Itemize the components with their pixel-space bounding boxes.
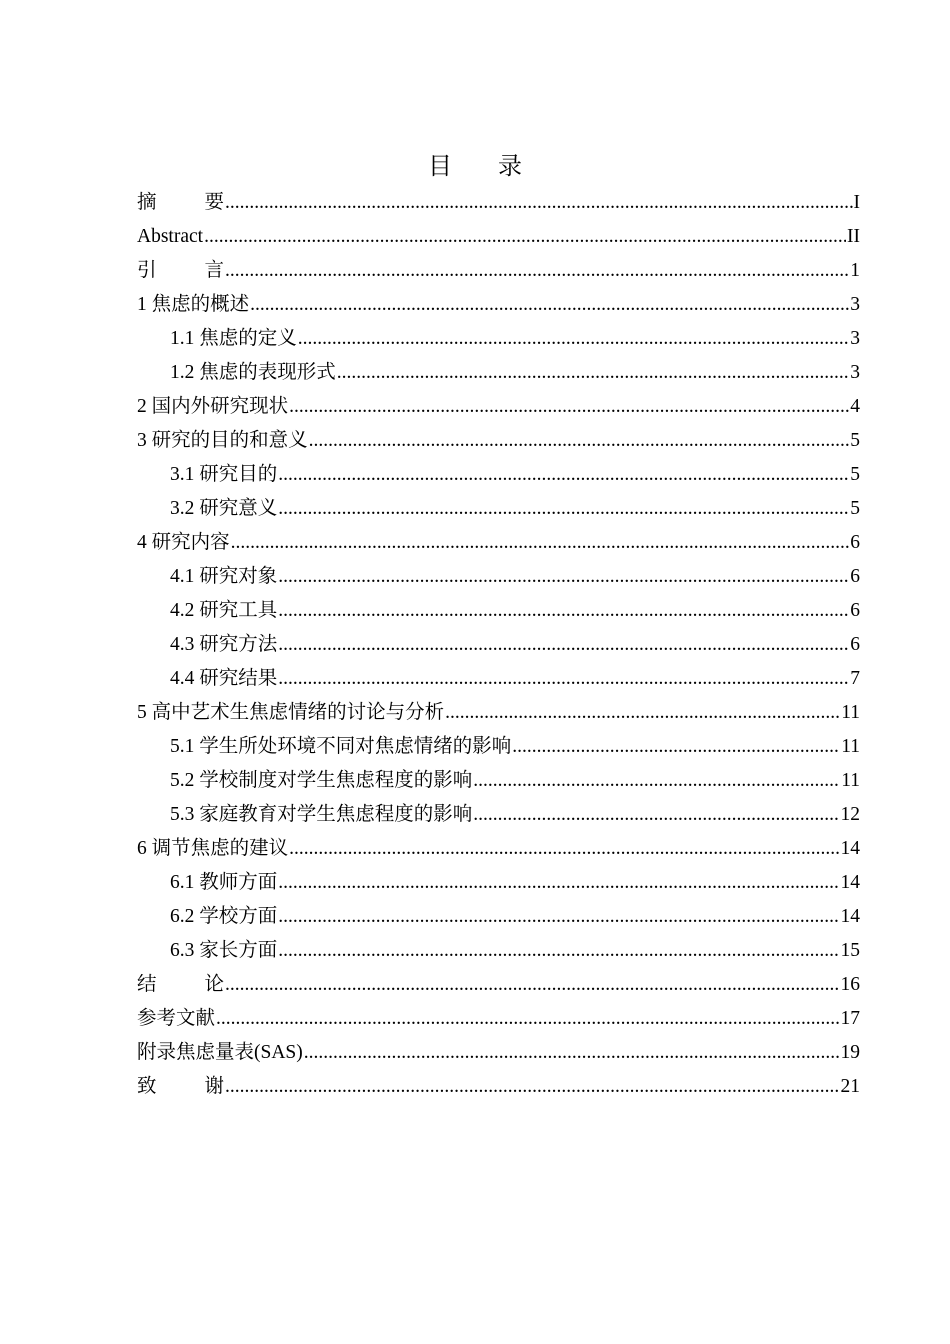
toc-entry[interactable] (137, 764, 860, 798)
toc-entry-label: 附录焦虑量表(SAS) (137, 1042, 303, 1063)
toc-dot-leader (278, 866, 839, 900)
toc-page-number: 4 (850, 396, 860, 417)
toc-dot-leader (473, 764, 840, 798)
toc-label-char: 谢 (204, 1076, 225, 1097)
toc-page-number: 7 (850, 668, 860, 689)
toc-entry[interactable] (137, 934, 860, 968)
toc-label-char: 摘 (137, 192, 157, 213)
table-of-contents (137, 186, 860, 1104)
toc-entry[interactable] (137, 526, 860, 560)
toc-page-number: 6 (850, 600, 860, 621)
toc-page-number: 12 (840, 804, 860, 825)
toc-entry-label (137, 968, 224, 1002)
toc-dot-leader (231, 526, 850, 560)
toc-page-number: 3 (850, 328, 860, 349)
toc-dot-leader (473, 798, 839, 832)
toc-dot-leader (298, 322, 849, 356)
toc-entry[interactable] (137, 730, 860, 764)
toc-page-number: 11 (841, 770, 860, 791)
toc-entry[interactable] (137, 492, 860, 526)
toc-page-number: II (847, 226, 860, 247)
toc-page-number: 1 (850, 260, 860, 281)
toc-dot-leader (278, 594, 849, 628)
toc-dot-leader (225, 186, 852, 220)
toc-entry[interactable] (137, 254, 860, 288)
toc-entry-label: 4 研究内容 (137, 532, 230, 553)
toc-entry-label: 6.1 教师方面 (170, 872, 278, 893)
toc-entry-label: 3 研究的目的和意义 (137, 430, 308, 451)
toc-page-number: 6 (850, 634, 860, 655)
toc-entry-label: 5.1 学生所处环境不同对焦虑情绪的影响 (170, 736, 512, 757)
toc-entry-label: 参考文献 (137, 1008, 216, 1029)
toc-entry-label: 3.2 研究意义 (170, 498, 278, 519)
toc-page-number: 15 (840, 940, 860, 961)
toc-entry-label: 5.3 家庭教育对学生焦虑程度的影响 (170, 804, 473, 825)
toc-label-char: 致 (137, 1076, 157, 1097)
toc-page-number: 16 (840, 974, 860, 995)
toc-entry[interactable] (137, 594, 860, 628)
toc-dot-leader (225, 968, 839, 1002)
toc-dot-leader (278, 492, 849, 526)
toc-label-char: 论 (204, 974, 225, 995)
toc-entry[interactable] (137, 1002, 860, 1036)
toc-entry-label: 4.3 研究方法 (170, 634, 278, 655)
toc-page-number: 21 (840, 1076, 860, 1097)
toc-entry-label: 4.1 研究对象 (170, 566, 278, 587)
toc-entry-label: 1.1 焦虑的定义 (170, 328, 297, 349)
toc-page-number: 5 (850, 430, 860, 451)
toc-dot-leader (278, 560, 849, 594)
toc-page-number: 5 (850, 498, 860, 519)
toc-entry-label: Abstract (137, 226, 204, 247)
toc-dot-leader (278, 900, 839, 934)
toc-dot-leader (225, 254, 849, 288)
toc-label-char: 言 (204, 260, 225, 281)
toc-page-number: 3 (850, 362, 860, 383)
toc-entry[interactable] (137, 220, 860, 254)
toc-entry-label: 5.2 学校制度对学生焦虑程度的影响 (170, 770, 473, 791)
toc-dot-leader (289, 832, 839, 866)
toc-label-char: 结 (137, 974, 157, 995)
toc-entry-label (137, 254, 224, 288)
toc-entry-label: 3.1 研究目的 (170, 464, 278, 485)
toc-entry[interactable] (137, 662, 860, 696)
title-char-2: 录 (498, 152, 522, 180)
toc-dot-leader (289, 390, 849, 424)
toc-page-number: I (853, 192, 860, 213)
toc-entry-label: 1 焦虑的概述 (137, 294, 250, 315)
toc-entry[interactable] (137, 186, 860, 220)
toc-entry[interactable] (137, 1070, 860, 1104)
toc-dot-leader (337, 356, 849, 390)
toc-dot-leader (216, 1002, 839, 1036)
toc-dot-leader (278, 628, 849, 662)
toc-entry-label: 6 调节焦虑的建议 (137, 838, 289, 859)
toc-entry[interactable] (137, 628, 860, 662)
toc-entry[interactable] (137, 322, 860, 356)
toc-entry-label: 4.4 研究结果 (170, 668, 278, 689)
toc-page-number: 14 (840, 906, 860, 927)
toc-entry-label: 2 国内外研究现状 (137, 396, 289, 417)
toc-page-number: 19 (840, 1042, 860, 1063)
toc-page-number: 6 (850, 566, 860, 587)
toc-entry-label: 6.3 家长方面 (170, 940, 278, 961)
title-char-1: 目 (428, 152, 452, 180)
toc-dot-leader (309, 424, 850, 458)
toc-entry[interactable] (137, 900, 860, 934)
toc-entry[interactable] (137, 1036, 860, 1070)
toc-dot-leader (445, 696, 840, 730)
toc-dot-leader (512, 730, 840, 764)
toc-dot-leader (304, 1036, 840, 1070)
toc-page-number: 6 (850, 532, 860, 553)
toc-dot-leader (225, 1070, 839, 1104)
toc-entry[interactable] (137, 424, 860, 458)
toc-entry[interactable] (137, 390, 860, 424)
toc-entry-label (137, 186, 224, 220)
toc-label-char: 要 (204, 192, 225, 213)
toc-entry[interactable] (137, 560, 860, 594)
toc-page-number: 11 (841, 702, 860, 723)
toc-page-number: 14 (840, 838, 860, 859)
toc-entry[interactable] (137, 832, 860, 866)
toc-dot-leader (250, 288, 849, 322)
page-title (0, 148, 950, 184)
toc-dot-leader (204, 220, 846, 254)
toc-dot-leader (278, 662, 849, 696)
toc-entry-label: 6.2 学校方面 (170, 906, 278, 927)
toc-entry[interactable] (137, 356, 860, 390)
toc-page-number: 5 (850, 464, 860, 485)
toc-dot-leader (278, 458, 849, 492)
toc-page-number: 14 (840, 872, 860, 893)
toc-label-char: 引 (137, 260, 157, 281)
toc-entry[interactable] (137, 866, 860, 900)
toc-entry-label: 1.2 焦虑的表现形式 (170, 362, 336, 383)
toc-entry-label: 4.2 研究工具 (170, 600, 278, 621)
toc-entry-label: 5 高中艺术生焦虑情绪的讨论与分析 (137, 702, 445, 723)
toc-page-number: 11 (841, 736, 860, 757)
toc-entry[interactable] (137, 968, 860, 1002)
toc-page-number: 3 (850, 294, 860, 315)
toc-entry-label (137, 1070, 224, 1104)
toc-entry[interactable] (137, 288, 860, 322)
toc-page-number: 17 (840, 1008, 860, 1029)
toc-dot-leader (278, 934, 839, 968)
toc-entry[interactable] (137, 458, 860, 492)
toc-entry[interactable] (137, 798, 860, 832)
toc-entry[interactable] (137, 696, 860, 730)
